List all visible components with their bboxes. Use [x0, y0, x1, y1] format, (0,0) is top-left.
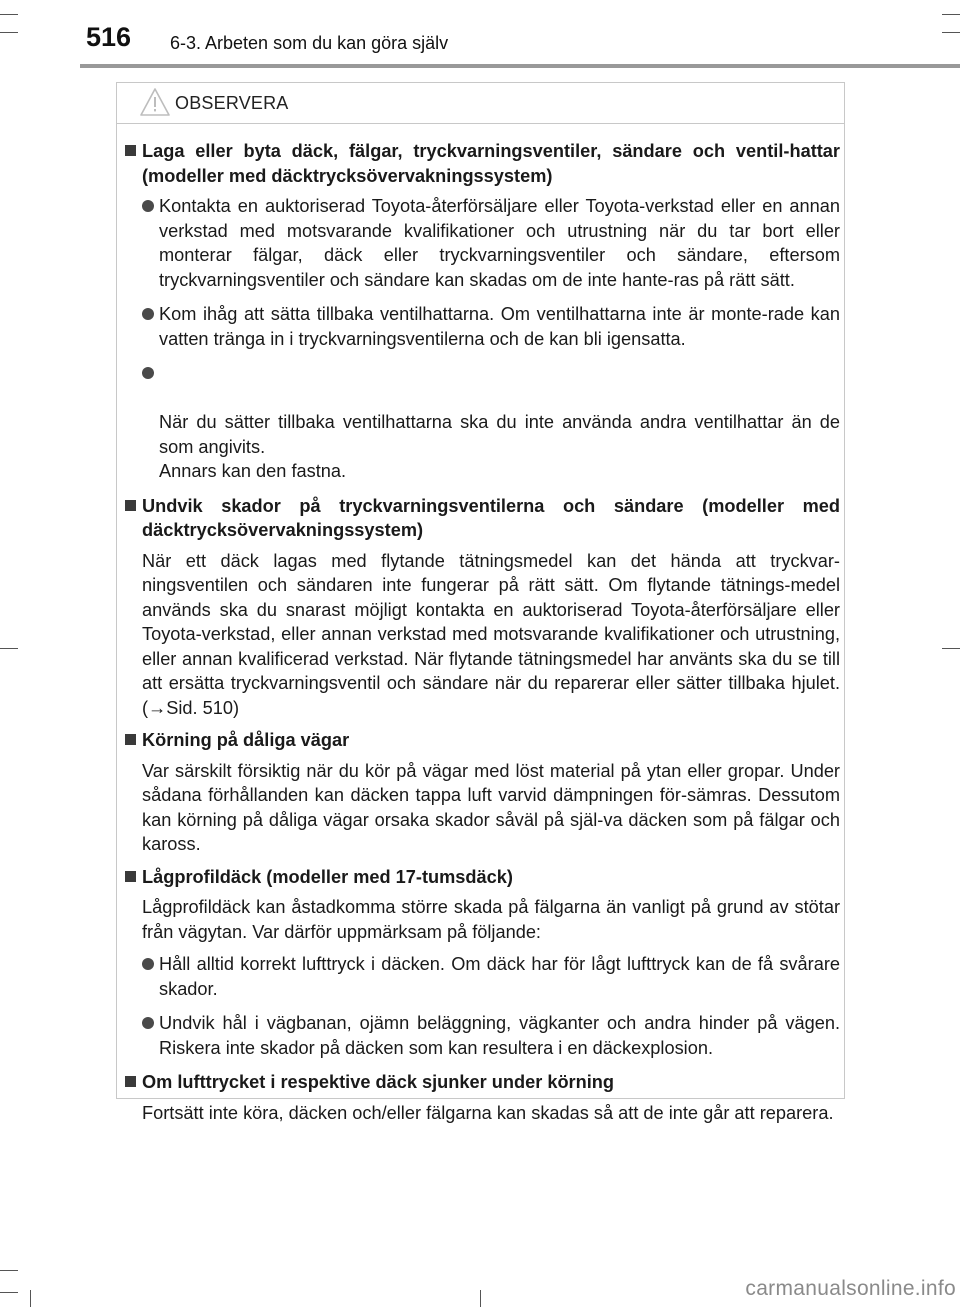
section-heading [125, 139, 840, 188]
list-item [125, 952, 840, 1001]
list-item [125, 1011, 840, 1060]
page-number: 516 [86, 22, 132, 52]
section-heading [125, 1070, 840, 1095]
crop-mark [0, 1270, 18, 1271]
square-bullet-icon [125, 500, 136, 511]
list-item-text: Kontakta en auktoriserad Toyota-återförsäljare eller Toyota-verkstad eller en annan verkstad med motsvarande kvalifikationer och utrustning när du tar bort eller monterar fälgar, däck eller tryckvarningsventiler och sändare, eftersom tryckvarningsventiler och sändare kan skadas om de inte hante-ras på rätt sätt. [159, 196, 840, 290]
square-bullet-icon [125, 145, 136, 156]
crop-mark [942, 648, 960, 649]
list-item-text: Kom ihåg att sätta tillbaka ventilhattarna. Om ventilhattarna inte är monte-rade kan vatten tränga in i tryckvarningsventilerna och de kan bli igensatta. [159, 304, 840, 349]
crop-mark [0, 1292, 18, 1293]
section-heading-text: Om lufttrycket i respektive däck sjunker under körning [142, 1072, 615, 1092]
header-divider [80, 64, 960, 68]
crop-mark [0, 648, 18, 649]
notice-divider [117, 123, 844, 124]
section-paragraph: Fortsätt inte köra, däcken och/eller fälgarna kan skadas så att de inte går att reparera. [142, 1102, 834, 1123]
section-heading [125, 728, 840, 753]
crop-mark [30, 1290, 31, 1307]
crop-mark [480, 1290, 481, 1307]
square-bullet-icon [125, 734, 136, 745]
warning-triangle-icon [139, 87, 171, 117]
section-paragraph: Lågprofildäck kan åstadkomma större skada på fälgarna än vanligt på grund av stötar från vägytan. Var därför uppmärksam på följande: [142, 897, 840, 942]
section-heading [125, 494, 840, 543]
square-bullet-icon [125, 871, 136, 882]
round-bullet-icon [142, 958, 154, 970]
list-item [125, 194, 840, 292]
section-paragraph: När ett däck lagas med flytande tätningsmedel kan det hända att tryckvar-ningsventilen och sändaren inte fungerar på rätt sätt. Om flytande tätnings-medel används ska du snarast möjligt kontakta en auktoriserad Toyota-återförsäljare eller Toyota-verkstad, eller annan verkstad med motsvarande kvalifikationer och utrustning, eller annan kvalificerad verkstad. När flytande tätningsmedel har använts ska du se till att ersätta tryckvarningsventil och sändare när du reparerar eller sätter tillbaka hjulet. (→Sid. 510) [142, 550, 840, 718]
page-header [0, 0, 960, 66]
notice-box [116, 82, 845, 1123]
watermark: carmanualsonline.info [745, 1277, 956, 1300]
section-heading-text: Lågprofildäck (modeller med 17-tumsdäck) [142, 866, 513, 887]
notice-content [125, 139, 840, 1133]
round-bullet-icon [142, 308, 154, 320]
list-item [125, 302, 840, 351]
section-paragraph: Var särskilt försiktig när du kör på vägar med löst material på ytan eller gropar. Under sådana förhållanden kan däcken tappa luft varvid dämpningen för-sämras. Dessutom kan körning på dåliga vägar orsaka skador såväl på själ-va däcken som på fälgar och kaross. [142, 760, 840, 854]
section-heading [125, 865, 840, 890]
round-bullet-icon [142, 200, 154, 212]
round-bullet-icon [142, 1017, 154, 1029]
round-bullet-icon [142, 367, 154, 379]
section-heading-text: Laga eller byta däck, fälgar, tryckvarningsventiler, sändare och ventil-hattar (modeller med däcktrycksövervakningssystem) [142, 141, 840, 186]
section-title: 6-3. Arbeten som du kan göra själv [170, 33, 449, 53]
notice-title: OBSERVERA [175, 93, 289, 113]
section-heading-text: Undvik skador på tryckvarningsventilerna och sändare (modeller med däcktrycksövervakningssystem) [142, 495, 840, 540]
list-item-text: När du sätter tillbaka ventilhattarna ska du inte använda andra ventilhattar än de som angivits. Annars kan den fastna. [159, 412, 840, 481]
list-item [125, 361, 840, 484]
section-heading-text: Körning på dåliga vägar [142, 730, 350, 750]
list-item-text: Undvik hål i vägbanan, ojämn beläggning, vägkanter och andra hinder på vägen. Riskera inte skador på däcken som kan resultera i en däckexplosion. [159, 1013, 840, 1058]
list-item-text: Håll alltid korrekt lufttryck i däcken. Om däck har för lågt lufttryck kan de få svårare skador. [159, 954, 840, 999]
square-bullet-icon [125, 1076, 136, 1087]
notice-header [117, 83, 844, 123]
